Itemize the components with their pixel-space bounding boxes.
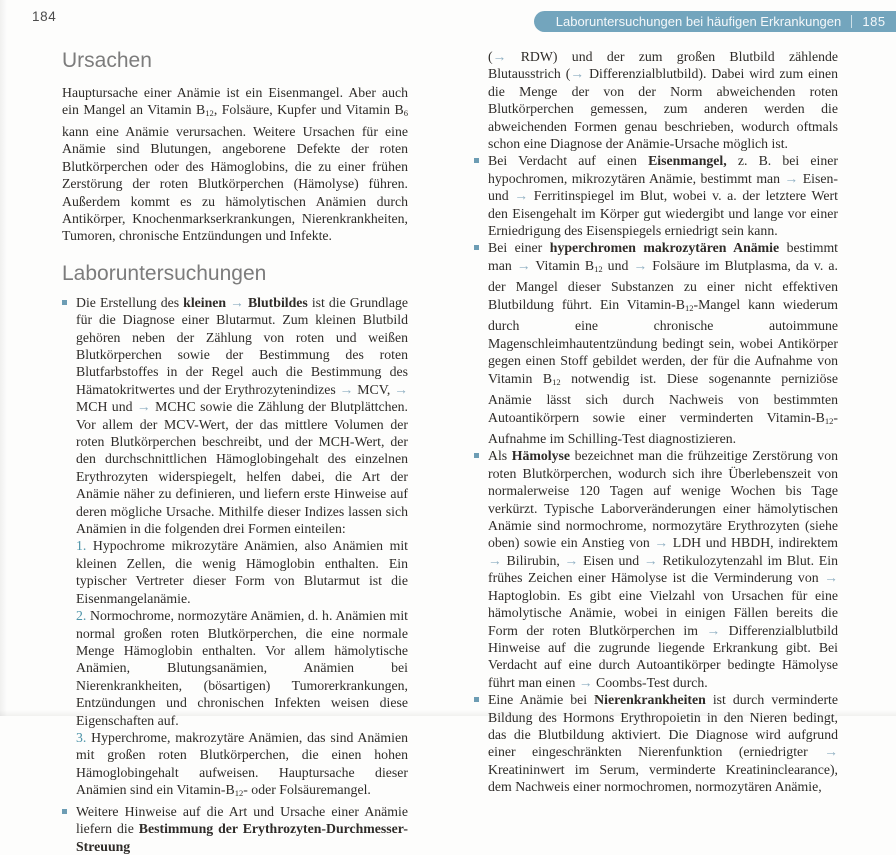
bullet-text: Weitere Hinweise auf die Art und Ursache einer Anämie liefern die Bestimmung der Erythrozyten-Durchmesser-Streuung <box>76 803 408 854</box>
section-heading-ursachen: Ursachen <box>62 49 152 72</box>
bullet-square-icon <box>62 803 76 814</box>
bullet-text: Die Erstellung des kleinen → Blutbildes ist die Grundlage für die Diagnose einer Blutarmut. Zum kleinen Blutbild gehören neben der Zählung von roten und weißen Blutkörperchen sowie der Bestimmung des roten Blutfarbstoffes in der Regel auch die Bestimmung des Hämatokritwertes und der Erythrozytenindizes → MCV, → MCH und → MCHC sowie die Zählung der Blutplättchen. Vor allem der MCV-Wert, der das mittlere Volumen der roten Blutkörperchen beschreibt, und der MCH-Wert, der den durchschnittlichen Hämoglobingehalt des einzelnen Erythrozyten widerspiegelt, helfen dabei, die Art der Anämie näher zu definieren, und liefern erste Hinweise auf deren mögliche Ursache. Mithilfe dieser Indizes lassen sich Anämien in die folgenden drei Formen einteilen: 1. Hypochrome mikrozytäre Anämien, also Anämien mit kleinen Zellen, die wenig Hämoglobin enthalten. Ein typischer Vertreter dieser Form von Blutarmut ist die Eisenmangelanämie. 2. Normochrome, normozytäre Anämien, d. h. Anämien mit normal großen roten Blutkörperchen, die eine normale Menge Hämoglobin enthalten. Vor allem hämolytische Anämien, Blutungsanämien, Anämien bei Nierenkrankheiten, (bösartigen) Tumorerkrankungen, Entzündungen und chronischen Infekten weisen diese Eigenschaften auf. 3. Hyperchrome, makrozytäre Anämien, das sind Anämien mit großen roten Blutkörperchen, die einen hohen Hämoglobingehalt aufweisen. Hauptursache dieser Anämien sind ein Vitamin-$B_{12}-$ oder Folsäuremangel. <box>76 294 409 799</box>
bullet-item <box>474 691 838 795</box>
page-number-right: 185 <box>862 14 886 29</box>
bullet-item <box>474 152 838 239</box>
bullet-item <box>474 239 838 447</box>
bullet-text: Als Hämolyse bezeichnet man die frühzeitige Zerstörung von roten Blutkörperchen, wodurch sich ihre Überlebenszeit von normalerweise 120 Tagen auf wenige Wochen bis Tage verkürzt. Typische Laborveränderungen einer hämolytischen Anämie sind normochrome, normozytäre Erythrozyten (siehe oben) sowie ein Anstieg von → LDH und HBDH, indirektem → Bilirubin, → Eisen und → Retikulozytenzahl im Blut. Ein frühes Zeichen einer Hämolyse ist die Verminderung von → Haptoglobin. Es gibt eine Vielzahl von Ursachen für eine hämolytische Anämie, wobei in einigen Fällen bereits die Form der roten Blutkörperchen im → Differenzialblutbild Hinweise auf die zugrunde liegende Erkrankung gibt. Bei Verdacht auf eine durch Autoantikörper bedingte Hämolyse führt man einen → Coombs-Test durch. <box>488 448 838 690</box>
bullet-square-icon <box>474 239 488 250</box>
bullet-text: Bei Verdacht auf einen Eisenmangel, z. B. bei einer hypochromen, mikrozytären Anämie, bestimmt man → Eisen- und → Ferritinspiegel im Blut, wobei v. a. der letztere Wert den Eisengehalt im Körper gut wiedergibt und lange vor einer Erniedrigung des Eisenspiegels erniedrigt sein kann. <box>488 153 839 239</box>
left-bullet-list <box>62 294 408 855</box>
bullet-item <box>62 294 408 803</box>
bullet-square-icon <box>474 691 488 702</box>
bullet-text: Eine Anämie bei Nierenkrankheiten ist durch verminderte Bildung des Hormons Erythropoietin in den Nieren bedingt, das die Blutbildung aktiviert. Die Diagnose wird aufgrund einer eingeschränkten Nierenfunktion (erniedrigter → Kreatininwert im Serum, verminderte Kreatininclearance), dem Nachweis einer normochromen, normozytären Anämie, <box>488 692 839 795</box>
section-heading-laboruntersuchungen: Laboruntersuchungen <box>62 261 267 285</box>
running-header-title: Laboruntersuchungen bei häufigen Erkrankungen <box>555 14 842 29</box>
page-number-left: 184 <box>32 9 57 24</box>
bullet-item <box>62 803 408 855</box>
bullet-square-icon <box>474 152 488 163</box>
paragraph-ursachen: Hauptursache einer Anämie ist ein Eisenmangel. Aber auch ein Mangel an Vitamin $B_{12}$, Folsäure, Kupfer und Vitamin $B_6$ kann eine Anämie verursachen. Weitere Ursachen für eine Anämie sind Blutungen, angeborene Defekte der roten Blutkörperchen oder des Hämoglobins, die zu einer frühen Zerstörung der roten Blutkörperchen (Hämolyse) führen. Außerdem kommt es zu hämolytischen Anämien durch Antikörper, Knochenmarkserkrankungen, Nierenkrankheiten, Tumoren, chronische Entzündungen und Infekte. <box>62 85 408 244</box>
right-bullet-list <box>474 152 838 795</box>
bullet-square-icon <box>474 447 488 458</box>
continuation-paragraph: (→ RDW) und der zum großen Blutbild zählende Blutausstrich (→ Differenzialblutbild). Dabei wird zum einen die Menge der von der Norm abweichenden roten Blutkörperchen gemessen, zum anderen werden die abweichenden Formen genau beschrieben, wodurch oftmals schon eine Diagnose der Anämie-Ursache möglich ist. <box>488 49 838 152</box>
bullet-square-icon <box>62 294 76 305</box>
right-column <box>474 48 838 796</box>
bullet-text: Bei einer hyperchromen makrozytären Anämie bestimmt man → Vitamin $B_{12}$ und → Folsäure im Blutplasma, da v. a. der Mangel dieser Substanzen zu einer nicht effektiven Blutbildung führt. Ein Vitamin-$B_{12}$-Mangel kann wiederum durch eine chronische autoimmune Magenschleimhautentzündung bedingt sein, wobei Antikörper gegen einen Stoff gebildet werden, der für die Aufnahme von Vitamin $B_{12}$ notwendig ist. Diese sogenannte perniziöse Anämie lässt sich durch Nachweis von bestimmten Autoantikörpern sowie einer verminderten Vitamin-$B_{12}$-Aufnahme im Schilling-Test diagnostizieren. <box>488 240 839 447</box>
left-column <box>62 50 408 855</box>
running-header <box>534 11 896 32</box>
bullet-item <box>474 447 838 691</box>
